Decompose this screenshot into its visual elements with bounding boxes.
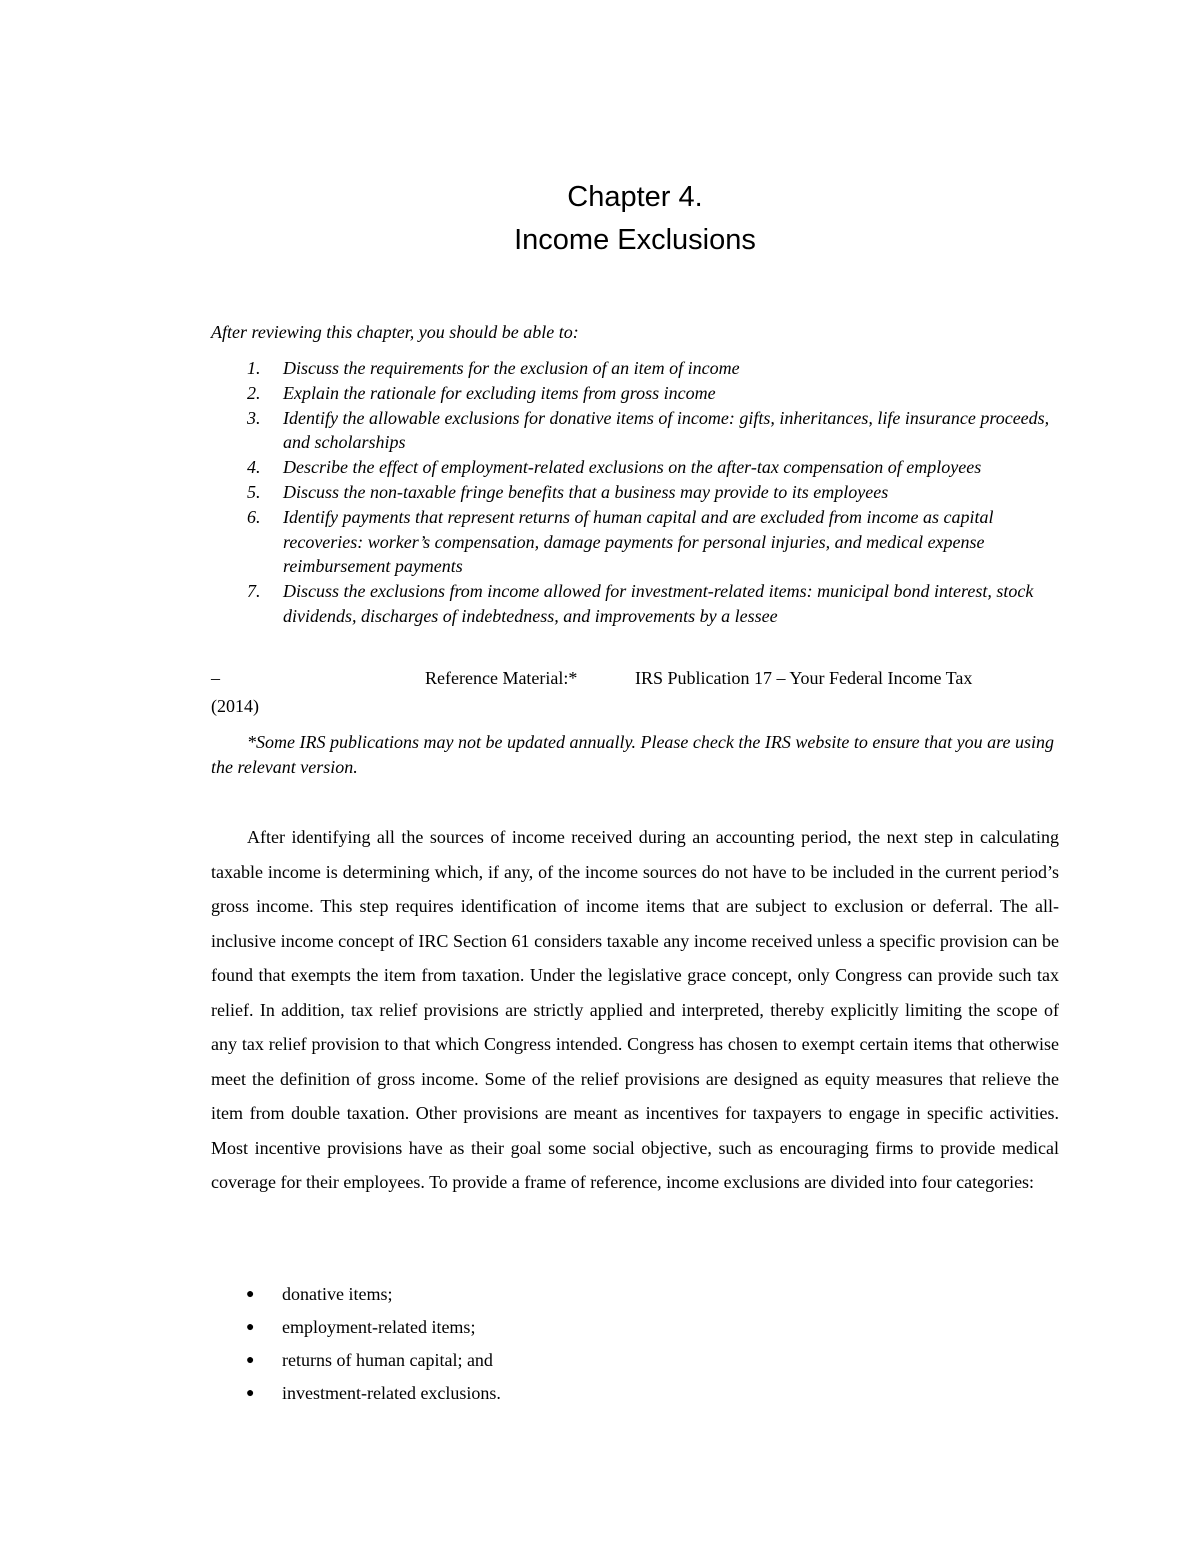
objectives-intro: After reviewing this chapter, you should be able to:	[211, 322, 579, 342]
objective-item	[211, 480, 1071, 505]
category-text: donative items;	[282, 1284, 393, 1304]
objective-item	[211, 356, 1071, 381]
bullet-icon: ●	[246, 1353, 255, 1368]
chapter-number: Chapter 4.	[567, 181, 703, 213]
category-item	[246, 1278, 501, 1311]
objective-text: Describe the effect of employment-related exclusions on the after-tax compensation of employees	[283, 457, 982, 478]
objective-item	[211, 455, 1071, 480]
bullet-icon: ●	[246, 1287, 255, 1302]
objective-item	[211, 505, 1071, 579]
chapter-heading	[0, 176, 1200, 262]
category-list	[246, 1278, 501, 1410]
category-text: returns of human capital; and	[282, 1350, 493, 1370]
objective-item	[211, 579, 1071, 629]
reference-dash: –	[211, 668, 220, 688]
objective-item	[211, 406, 1071, 456]
objective-number: 5.	[247, 481, 261, 502]
category-item	[246, 1311, 501, 1344]
objective-number: 1.	[247, 358, 261, 378]
body-paragraph: After identifying all the sources of income received during an accounting period, the next step in calculating taxable income is determining which, if any, of the income sources do not have to be included in the current period’s gross income. This step requires identification of income items that are subject to exclusion or deferral. The all-inclusive income concept of IRC Section 61 considers taxable any income received unless a specific provision can be found that exempts the item from taxation. Under the legislative grace concept, only Congress can provide such tax relief. In addition, tax relief provisions are strictly applied and interpreted, thereby explicitly limiting the scope of any tax relief provision to that which Congress intended. Congress has chosen to exempt certain items that otherwise meet the definition of gross income. Some of the relief provisions are designed as equity measures that relieve the item from double taxation. Other provisions are meant as incentives for taxpayers to engage in specific activities. Most incentive provisions have as their goal some social objective, such as encouraging firms to provide medical coverage for their employees. To provide a frame of reference, income exclusions are divided into four categories:	[211, 827, 1059, 1192]
objective-text: Discuss the requirements for the exclusion of an item of income	[283, 358, 740, 378]
objective-item	[211, 381, 1071, 406]
objective-number: 4.	[247, 457, 261, 478]
objective-text: Discuss the exclusions from income allowed for investment-related items: municipal bond interest, stock dividends, discharges of indebtedness, and improvements by a lessee	[283, 581, 1034, 626]
bullet-icon: ●	[246, 1320, 255, 1335]
reference-year: (2014)	[211, 696, 259, 716]
reference-label: Reference Material:*	[425, 668, 578, 688]
bullet-icon: ●	[246, 1386, 255, 1401]
objective-number: 2.	[247, 382, 261, 403]
category-text: employment-related items;	[282, 1317, 476, 1337]
reference-publication: IRS Publication 17 – Your Federal Income Tax	[635, 668, 973, 688]
objective-text: Explain the rationale for excluding items from gross income	[283, 382, 716, 403]
objective-text: Discuss the non-taxable fringe benefits that a business may provide to its employees	[283, 481, 889, 502]
category-item	[246, 1377, 501, 1410]
objective-text: Identify payments that represent returns of human capital and are excluded from income as capital recoveries: worker’s compensation, damage payments for personal injuries, and medical expense reimbursement payments	[283, 506, 994, 577]
objective-number: 6.	[247, 506, 261, 527]
objective-number: 3.	[247, 407, 261, 428]
category-item	[246, 1344, 501, 1377]
publication-note: *Some IRS publications may not be updated annually. Please check the IRS website to ensure that you are using the relevant version.	[211, 732, 1054, 777]
chapter-title: Income Exclusions	[514, 224, 756, 256]
category-text: investment-related exclusions.	[282, 1383, 501, 1403]
objective-number: 7.	[247, 581, 261, 602]
objectives-list	[211, 356, 1071, 629]
objective-text: Identify the allowable exclusions for donative items of income: gifts, inheritances, life insurance proceeds, and scholarships	[283, 407, 1050, 453]
